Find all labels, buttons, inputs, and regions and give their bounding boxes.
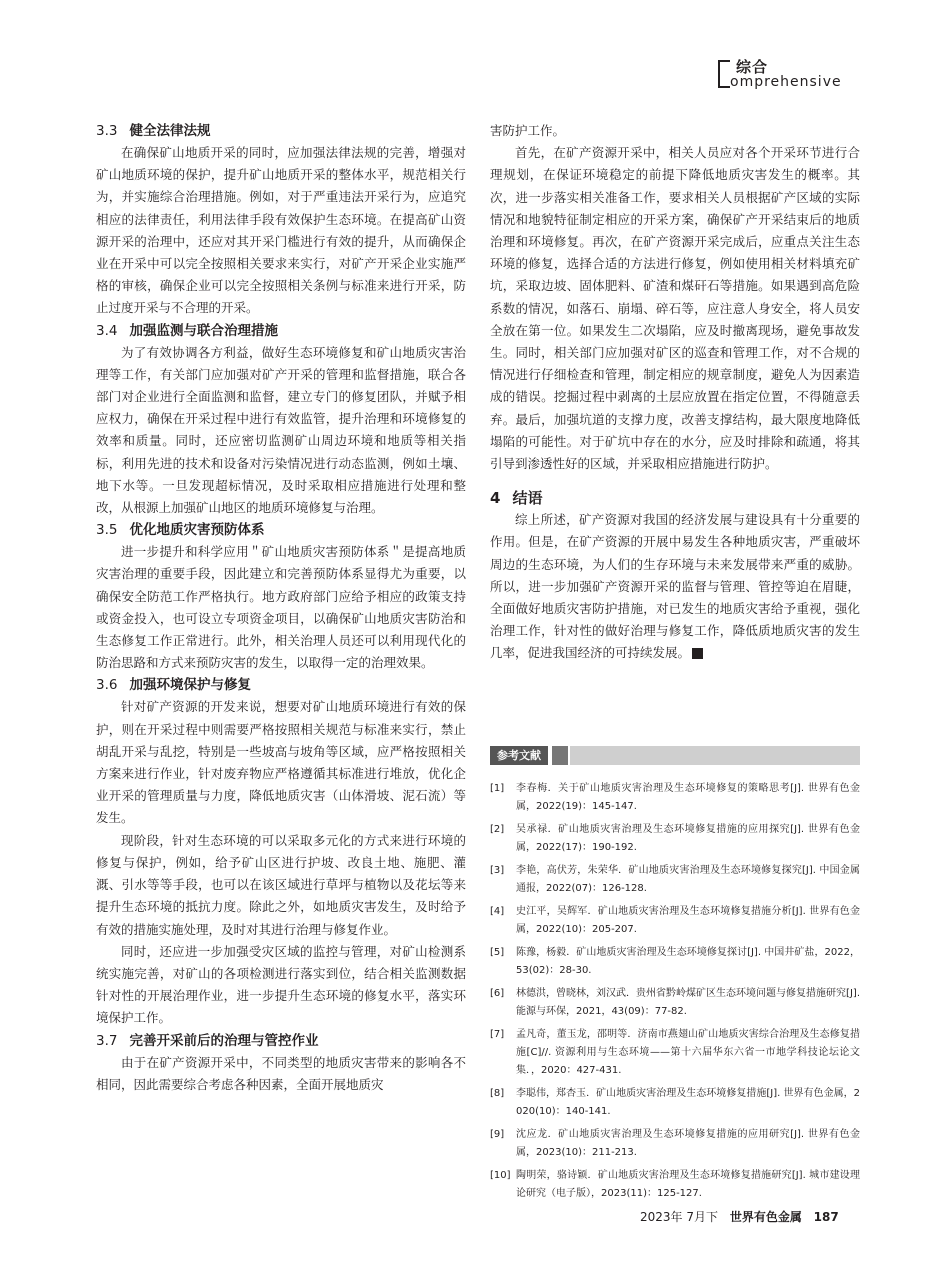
page-number: 187 (813, 1210, 839, 1224)
reference-text: 吴承禄．矿山地质灾害治理及生态环境修复措施的应用探究[J]. 世界有色金属，2022(17)：190-192. (516, 824, 860, 853)
paragraph: 为了有效协调各方利益，做好生态环境修复和矿山地质灾害治理等工作，有关部门应加强对矿产开采的管理和监督措施，联合各部门对企业进行全面监测和监督，建立专门的修复团队，并赋予相应权力，确保在开采过程中进行有效监管，提升治理和环境修复的效率和质量。同时，还应密切监测矿山周边环境和地质等相关指标，利用先进的技术和设备对污染情况进行动态监测，例如土壤、地下水等。一旦发现超标情况，及时采取相应措施进行处理和整改，从根源上加强矿山地区的地质环境修复与治理。 (96, 344, 466, 516)
reference-index: [5] (490, 947, 505, 958)
reference-item (490, 821, 860, 857)
section-header (718, 56, 858, 96)
heading-3-6: 3.6 加强环境保护与修复 (96, 677, 251, 694)
header-bracket-mark (718, 60, 730, 88)
heading-bar-dark (552, 746, 568, 765)
journal-name: 世界有色金属 (729, 1210, 802, 1224)
reference-index: [10] (490, 1170, 511, 1181)
end-mark-icon (692, 648, 703, 659)
heading-3-5: 3.5 优化地质灾害预防体系 (96, 522, 265, 539)
paragraph: 在确保矿山地质开采的同时，应加强法律法规的完善，增强对矿山地质环境的保护，提升矿山地质开采的整体水平，规范相关行为，并实施综合治理措施。例如，对于严重违法开采行为，应追究相应的法律责任，利用法律手段有效保护生态环境。在提高矿山资源开采的治理中，还应对其开采门槛进行有效的提升，从而确保企业在开采中可以完全按照相关要求来实行，对矿产开采企业实施严格的审核，确保企业可以完全按照相关条例与标准来进行开采，防止过度开采与不合理的开采。 (96, 145, 466, 316)
references-heading (490, 746, 860, 765)
reference-item (490, 985, 860, 1021)
reference-text: 陈豫，杨毅．矿山地质灾害治理及生态环境修复探讨[J]. 中国井矿盐，2022，53(02)：28-30. (516, 947, 860, 976)
header-title-cn: 综合 (736, 58, 769, 76)
reference-item (490, 780, 860, 816)
reference-text: 林德洪，曾晓林，刘汉武．贵州省黔岭煤矿区生态环境问题与修复措施研究[J]. 能源与环保，2021，43(09)：77-82. (516, 988, 860, 1017)
reference-text: 李春梅．关于矿山地质灾害治理及生态环境修复的策略思考[J]. 世界有色金属，2022(19)：145-147. (516, 783, 860, 812)
reference-text: 孟凡奇，董玉龙，邵明等．济南市燕翅山矿山地质灾害综合治理及生态修复措施[C]//. 资源利用与生态环境——第十六届华东六省一市地学科技论坛论文集．，2020：427-431. (516, 1029, 860, 1076)
reference-item (490, 1026, 860, 1080)
reference-index: [8] (490, 1088, 505, 1099)
reference-index: [9] (490, 1129, 505, 1140)
reference-index: [2] (490, 824, 505, 835)
reference-item (490, 944, 860, 980)
page-footer (640, 1208, 880, 1225)
paragraph: 针对矿产资源的开发来说，想要对矿山地质环境进行有效的保护，则在开采过程中则需要严格按照相关规范与标准来实行，禁止胡乱开采与乱挖，特别是一些坡高与坡角等区域，应严格按照相关方案来进行作业，针对废弃物应严格遵循其标准进行堆放，优化企业开采的管理质量与力度，降低地质灾害（山体滑坡、泥石流）等发生。 (96, 699, 466, 826)
reference-text: 史江平，吴辉军．矿山地质灾害治理及生态环境修复措施分析[J]. 世界有色金属，2022(10)：205-207. (516, 906, 860, 935)
paragraph: 进一步提升和科学应用＂矿山地质灾害预防体系＂是提高地质灾害治理的重要手段，因此建立和完善预防体系显得尤为重要，以确保安全防范工作严格执行。地方政府部门应给予相应的政策支持或资金投入，也可设立专项资金项目，以确保矿山地质灾害防治和生态修复工作正常进行。此外，相关治理人员还可以利用现代化的防治思路和方式来预防灾害的发生，以取得一定的治理效果。 (96, 544, 466, 671)
header-title-en: omprehensive (730, 74, 842, 90)
reference-item (490, 862, 860, 898)
left-column (96, 120, 466, 1096)
heading-3-7: 3.7 完善开采前后的治理与管控作业 (96, 1032, 319, 1049)
paragraph: 现阶段，针对生态环境的可以采取多元化的方式来进行环境的修复与保护，例如，给予矿山区进行护坡、改良土地、施肥、灌溉、引水等等手段，也可以在该区域进行草坪与植物以及花坛等来提升生态环境的抵抗力度。除此之外，如地质灾害发生，及时给予有效的措施实施处理，及时对其进行治理与修复作业。 (96, 832, 466, 937)
reference-item (490, 1126, 860, 1162)
issue-date: 2023年 7月下 (640, 1210, 718, 1224)
paragraph: 综上所述，矿产资源对我国的经济发展与建设具有十分重要的作用。但是，在矿产资源的开展中易发生各种地质灾害，严重破坏周边的生态环境，为人们的生存环境与未来发展带来严重的威胁。所以，进一步加强矿产资源开采的监督与管理、管控等迫在眉睫，全面做好地质灾害防护措施，对已发生的地质灾害给予重视，强化治理工作，针对性的做好治理与修复工作，降低质地质灾害的发生几率，促进我国经济的可持续发展。 (490, 512, 860, 661)
paragraph: 首先，在矿产资源开采中，相关人员应对各个开采环节进行合理规划，在保证环境稳定的前提下降低地质灾害发生的概率。其次，进一步落实相关准备工作，要求相关人员根据矿产区域的实际情况和地貌特征制定相应的开采方案，确保矿产开采结束后的地质治理和环境修复。再次，在矿产资源开采完成后，应重点关注生态环境的修复，选择合适的方法进行修复，例如使用相关材料填充矿坑，采取边坡、固体肥料、矿渣和煤矸石等措施。如果遇到高危险系数的情况，如落石、崩塌、碎石等，应注意人身安全，将人员安全放在第一位。如果发生二次塌陷，应及时撤离现场，避免事故发生。同时，相关部门应加强对矿区的巡查和管理工作，对不合规的情况进行仔细检查和管理，制定相应的规章制度，避免人为因素造成的错误。挖掘过程中剥离的土层应放置在指定位置，不得随意丢弃。最后，加强坑道的支撑力度，改善支撑结构，最大限度地降低塌陷的可能性。对于矿坑中存在的水分，应及时排除和疏通，将其引导到渗透性好的区域，并采取相应措施进行防护。 (490, 145, 860, 472)
paragraph-continued: 害防护工作。 (490, 123, 566, 138)
reference-index: [3] (490, 865, 505, 876)
reference-index: [1] (490, 783, 505, 794)
heading-3-4: 3.4 加强监测与联合治理措施 (96, 322, 278, 339)
reference-text: 陶明荣，骆诗颖．矿山地质灾害治理及生态环境修复措施研究[J]. 城市建设理论研究（电子版），2023(11)：125-127. (516, 1170, 860, 1199)
reference-text: 李艳，高伏芳，朱荣华．矿山地质灾害治理及生态环境修复探究[J]. 中国金属通报，2022(07)：126-128. (516, 865, 860, 894)
reference-text: 李聪伟，郑杏玉．矿山地质灾害治理及生态环境修复措施[J]. 世界有色金属，2020(10)：140-141. (516, 1088, 860, 1117)
references-title: 参考文献 (490, 746, 548, 765)
reference-text: 沈应龙．矿山地质灾害治理及生态环境修复措施的应用研究[J]. 世界有色金属，2023(10)：211-213. (516, 1129, 860, 1158)
reference-item (490, 1167, 860, 1203)
reference-item (490, 1085, 860, 1121)
references-list (490, 780, 860, 1208)
reference-index: [7] (490, 1029, 505, 1040)
paragraph: 由于在矿产资源开采中，不同类型的地质灾害带来的影响各不相同，因此需要综合考虑各种因素，全面开展地质灾 (96, 1054, 466, 1092)
reference-item (490, 903, 860, 939)
heading-4-conclusion: 4 结语 (490, 489, 543, 508)
heading-3-3: 3.3 健全法律法规 (96, 123, 211, 139)
reference-index: [4] (490, 906, 505, 917)
reference-index: [6] (490, 988, 505, 999)
paragraph: 同时，还应进一步加强受灾区域的监控与管理，对矿山检测系统实施完善，对矿山的各项检测进行落实到位，结合相关监测数据针对性的开展治理作业，进一步提升生态环境的修复水平，落实环境保护工作。 (96, 943, 466, 1026)
right-column (490, 120, 860, 665)
heading-bar-light (570, 746, 860, 765)
